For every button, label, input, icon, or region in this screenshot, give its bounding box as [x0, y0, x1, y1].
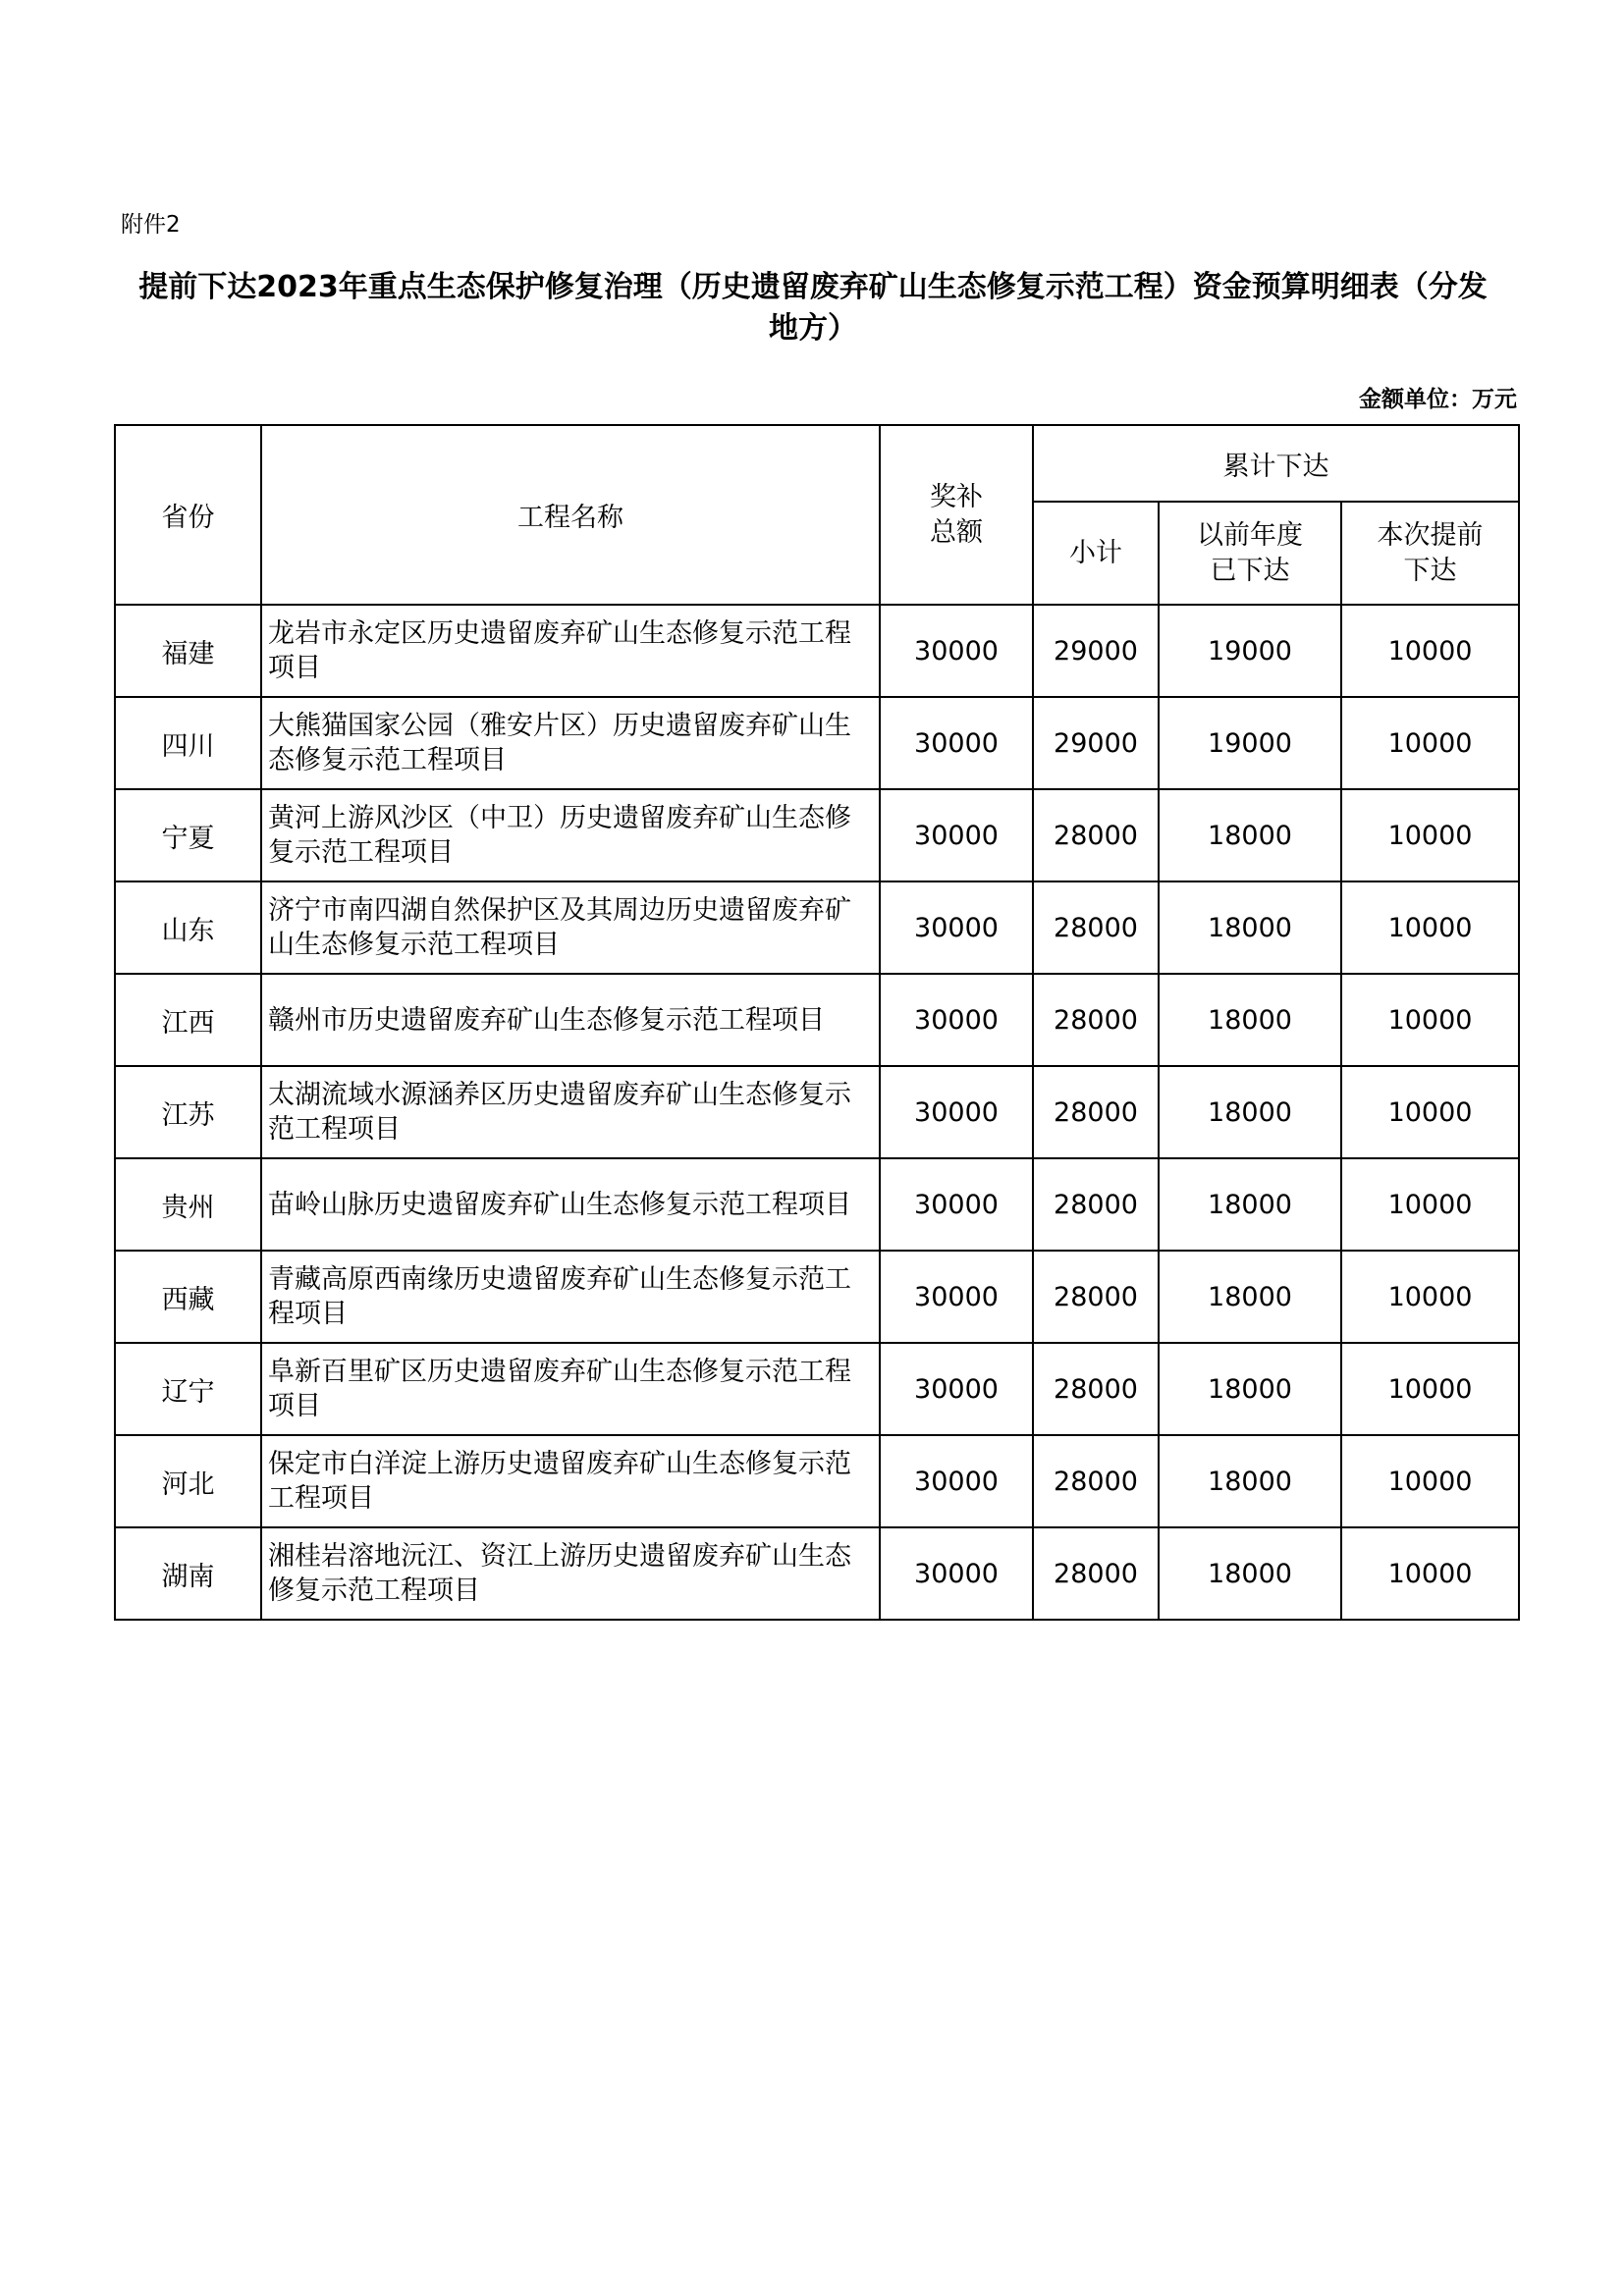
cell-award-total: 30000: [880, 1251, 1033, 1343]
cell-project: 赣州市历史遗留废弃矿山生态修复示范工程项目: [261, 974, 880, 1066]
table-row: [115, 1158, 1519, 1251]
cell-award-total: 30000: [880, 1066, 1033, 1158]
title-line-2: 地方）: [769, 311, 857, 346]
cell-project: 黄河上游风沙区（中卫）历史遗留废弃矿山生态修复示范工程项目: [261, 789, 880, 881]
cell-award-total: 30000: [880, 605, 1033, 697]
cell-previous: 18000: [1159, 881, 1341, 974]
header-this-time: [1341, 502, 1519, 605]
cell-subtotal: 28000: [1033, 789, 1159, 881]
cell-award-total: 30000: [880, 974, 1033, 1066]
cell-province: 四川: [115, 697, 261, 789]
table-row: [115, 1435, 1519, 1527]
cell-project: 大熊猫国家公园（雅安片区）历史遗留废弃矿山生态修复示范工程项目: [261, 697, 880, 789]
cell-subtotal: 28000: [1033, 974, 1159, 1066]
cell-award-total: 30000: [880, 881, 1033, 974]
table-row: [115, 1251, 1519, 1343]
header-cumulative: 累计下达: [1033, 425, 1519, 502]
cell-award-total: 30000: [880, 1435, 1033, 1527]
header-award-total-line2: 总额: [930, 516, 983, 548]
cell-project: 济宁市南四湖自然保护区及其周边历史遗留废弃矿山生态修复示范工程项目: [261, 881, 880, 974]
cell-this-time: 10000: [1341, 1343, 1519, 1435]
unit-note: 金额单位：万元: [1359, 387, 1517, 412]
cell-province: 贵州: [115, 1158, 261, 1251]
header-previous-line2: 已下达: [1210, 555, 1290, 586]
header-project: 工程名称: [261, 425, 880, 605]
cell-project: 湘桂岩溶地沅江、资江上游历史遗留废弃矿山生态修复示范工程项目: [261, 1527, 880, 1620]
cell-this-time: 10000: [1341, 697, 1519, 789]
document-title: [116, 267, 1510, 349]
cell-subtotal: 28000: [1033, 1527, 1159, 1620]
cell-subtotal: 28000: [1033, 1435, 1159, 1527]
cell-this-time: 10000: [1341, 1527, 1519, 1620]
cell-award-total: 30000: [880, 1343, 1033, 1435]
budget-table: [114, 424, 1520, 1621]
cell-previous: 18000: [1159, 1527, 1341, 1620]
cell-this-time: 10000: [1341, 1435, 1519, 1527]
cell-province: 山东: [115, 881, 261, 974]
cell-previous: 19000: [1159, 605, 1341, 697]
cell-province: 辽宁: [115, 1343, 261, 1435]
header-previous-line1: 以前年度: [1197, 519, 1303, 551]
cell-project: 保定市白洋淀上游历史遗留废弃矿山生态修复示范工程项目: [261, 1435, 880, 1527]
table-row: [115, 1066, 1519, 1158]
cell-province: 宁夏: [115, 789, 261, 881]
cell-previous: 18000: [1159, 974, 1341, 1066]
cell-province: 湖南: [115, 1527, 261, 1620]
header-this-time-line2: 下达: [1403, 555, 1457, 586]
cell-previous: 18000: [1159, 1435, 1341, 1527]
table-row: [115, 697, 1519, 789]
cell-project: 青藏高原西南缘历史遗留废弃矿山生态修复示范工程项目: [261, 1251, 880, 1343]
cell-this-time: 10000: [1341, 789, 1519, 881]
cell-province: 江西: [115, 974, 261, 1066]
cell-province: 江苏: [115, 1066, 261, 1158]
header-province: 省份: [115, 425, 261, 605]
title-line-1: 提前下达2023年重点生态保护修复治理（历史遗留废弃矿山生态修复示范工程）资金预算明细表（分发: [138, 270, 1488, 304]
cell-province: 西藏: [115, 1251, 261, 1343]
cell-province: 福建: [115, 605, 261, 697]
table-row: [115, 605, 1519, 697]
table-row: [115, 789, 1519, 881]
header-subtotal: 小计: [1033, 502, 1159, 605]
cell-previous: 18000: [1159, 1343, 1341, 1435]
cell-previous: 19000: [1159, 697, 1341, 789]
cell-subtotal: 28000: [1033, 1066, 1159, 1158]
table-row: [115, 1527, 1519, 1620]
cell-province: 河北: [115, 1435, 261, 1527]
cell-subtotal: 29000: [1033, 697, 1159, 789]
header-this-time-line1: 本次提前: [1377, 519, 1484, 551]
header-award-total: [880, 425, 1033, 605]
cell-subtotal: 28000: [1033, 881, 1159, 974]
cell-award-total: 30000: [880, 789, 1033, 881]
cell-this-time: 10000: [1341, 881, 1519, 974]
cell-award-total: 30000: [880, 697, 1033, 789]
cell-project: 阜新百里矿区历史遗留废弃矿山生态修复示范工程项目: [261, 1343, 880, 1435]
header-previous: [1159, 502, 1341, 605]
cell-previous: 18000: [1159, 1251, 1341, 1343]
header-award-total-line1: 奖补: [930, 481, 983, 512]
cell-previous: 18000: [1159, 1066, 1341, 1158]
cell-this-time: 10000: [1341, 605, 1519, 697]
cell-subtotal: 29000: [1033, 605, 1159, 697]
cell-this-time: 10000: [1341, 1251, 1519, 1343]
cell-this-time: 10000: [1341, 974, 1519, 1066]
cell-subtotal: 28000: [1033, 1343, 1159, 1435]
table-row: [115, 881, 1519, 974]
cell-subtotal: 28000: [1033, 1251, 1159, 1343]
table-body: [115, 605, 1519, 1620]
cell-previous: 18000: [1159, 789, 1341, 881]
table-row: [115, 1343, 1519, 1435]
cell-project: 苗岭山脉历史遗留废弃矿山生态修复示范工程项目: [261, 1158, 880, 1251]
table-header: [115, 425, 1519, 605]
cell-this-time: 10000: [1341, 1158, 1519, 1251]
cell-award-total: 30000: [880, 1158, 1033, 1251]
attachment-label: 附件2: [121, 212, 181, 238]
cell-subtotal: 28000: [1033, 1158, 1159, 1251]
cell-project: 太湖流域水源涵养区历史遗留废弃矿山生态修复示范工程项目: [261, 1066, 880, 1158]
cell-award-total: 30000: [880, 1527, 1033, 1620]
cell-previous: 18000: [1159, 1158, 1341, 1251]
table-row: [115, 974, 1519, 1066]
cell-this-time: 10000: [1341, 1066, 1519, 1158]
cell-project: 龙岩市永定区历史遗留废弃矿山生态修复示范工程项目: [261, 605, 880, 697]
